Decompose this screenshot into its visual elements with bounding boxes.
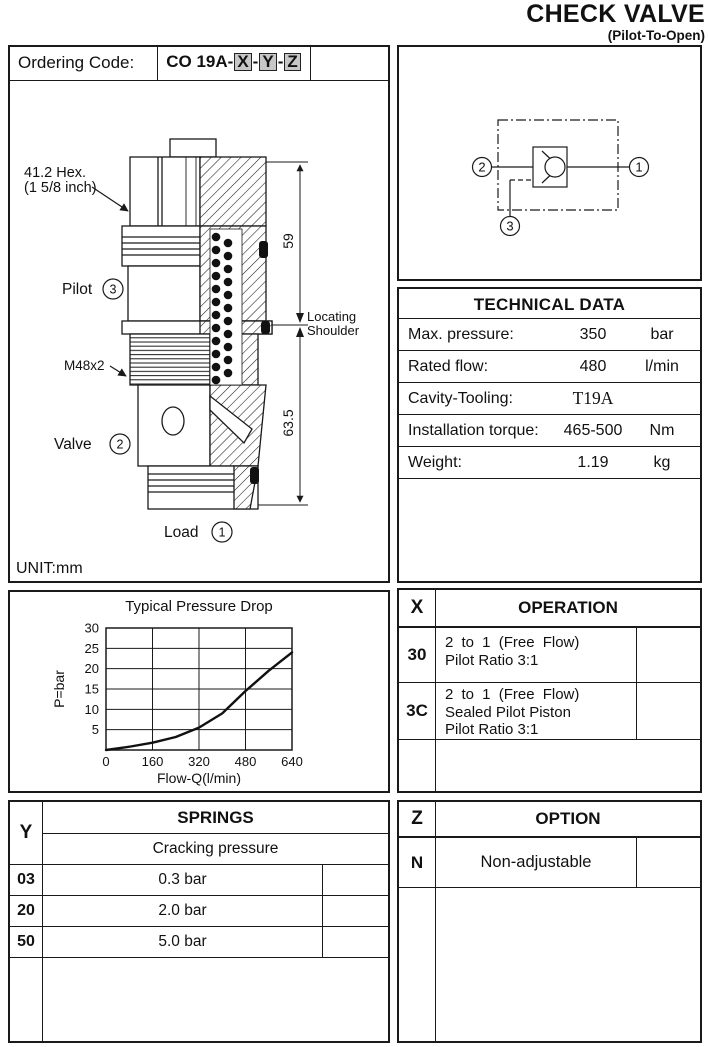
operation-code: 3C bbox=[399, 683, 436, 739]
spring-value: 2.0 bar bbox=[158, 902, 207, 919]
empty-row bbox=[10, 958, 388, 1041]
tech-value: T19A bbox=[572, 388, 614, 408]
code-prefix: CO 19A- bbox=[166, 52, 234, 71]
pressure-drop-chart-panel bbox=[8, 590, 390, 793]
code-z: Z bbox=[284, 53, 300, 71]
option-header bbox=[399, 802, 700, 838]
empty-cell bbox=[322, 927, 388, 957]
code-sep: - bbox=[252, 52, 259, 71]
table-row bbox=[399, 628, 700, 683]
ordering-code-row bbox=[10, 47, 388, 81]
y-tick-label: 30 bbox=[84, 620, 99, 636]
valve-cross-section-drawing bbox=[10, 81, 388, 581]
empty-cell bbox=[636, 838, 700, 887]
spring-code: 20 bbox=[10, 896, 43, 926]
table-row bbox=[10, 896, 388, 927]
empty-cell bbox=[636, 683, 700, 739]
option-table bbox=[397, 800, 702, 1043]
port-2-number: 2 bbox=[478, 159, 486, 175]
check-ball bbox=[545, 157, 565, 177]
pilot-label: Pilot bbox=[62, 281, 93, 298]
tech-value: 480 bbox=[579, 357, 607, 375]
tech-label: Max. pressure: bbox=[408, 325, 514, 343]
table-row bbox=[399, 351, 700, 383]
empty-cell bbox=[322, 865, 388, 895]
collar bbox=[122, 226, 200, 266]
operation-col-letter: X bbox=[399, 590, 436, 626]
hex-head-outline bbox=[130, 157, 200, 226]
y-tick-label: 25 bbox=[84, 640, 99, 656]
operation-description: 2 to 1 (Free Flow) Pilot Ratio 3:1 bbox=[445, 634, 580, 669]
x-axis-label: Flow-Q(l/min) bbox=[157, 770, 241, 786]
operation-title: OPERATION bbox=[518, 598, 618, 617]
ordering-code-value bbox=[157, 47, 311, 80]
schematic-panel bbox=[397, 45, 702, 281]
tech-value: 465-500 bbox=[563, 421, 623, 439]
spring-value: 5.0 bar bbox=[158, 933, 207, 950]
tech-label: Cavity-Tooling: bbox=[408, 389, 513, 407]
x-tick-label: 480 bbox=[234, 754, 257, 769]
hex-head-section bbox=[200, 157, 266, 226]
y-tick-label: 15 bbox=[84, 681, 99, 697]
table-row bbox=[399, 319, 700, 351]
pilot-port-number: 3 bbox=[109, 282, 117, 297]
empty-row bbox=[399, 888, 700, 1041]
spring-value: 0.3 bar bbox=[158, 871, 207, 888]
tech-unit: l/min bbox=[645, 357, 679, 375]
valve-stem bbox=[170, 139, 216, 157]
shoulder-arrow-up bbox=[296, 327, 304, 337]
ordering-row-spacer bbox=[311, 47, 388, 80]
operation-code: 30 bbox=[399, 628, 436, 682]
page-subtitle: (Pilot-To-Open) bbox=[607, 27, 705, 43]
x-tick-label: 320 bbox=[188, 754, 210, 769]
y-tick-label: 20 bbox=[84, 661, 99, 677]
thread-section bbox=[130, 334, 210, 385]
option-col-letter: Z bbox=[399, 802, 436, 836]
port-3-number: 3 bbox=[506, 218, 514, 234]
dim-59-label: 59 bbox=[280, 233, 296, 249]
tech-value: 1.19 bbox=[577, 453, 609, 471]
code-sep: - bbox=[277, 52, 284, 71]
pressure-drop-chart bbox=[10, 592, 388, 791]
code-x: X bbox=[234, 53, 251, 71]
y-tick-label: 5 bbox=[91, 722, 99, 738]
ordering-code-label: Ordering Code: bbox=[18, 53, 135, 72]
option-value: Non-adjustable bbox=[480, 853, 592, 871]
operation-header bbox=[399, 590, 700, 628]
code-y: Y bbox=[259, 53, 276, 71]
y-axis-label: P=bar bbox=[51, 670, 67, 708]
x-tick-label: 640 bbox=[281, 754, 303, 769]
table-row bbox=[399, 415, 700, 447]
shoulder-label-line1: Locating bbox=[307, 309, 357, 324]
tech-unit: kg bbox=[653, 453, 671, 471]
technical-data-panel bbox=[397, 287, 702, 583]
tech-label: Rated flow: bbox=[408, 357, 489, 375]
springs-col-letter: Y bbox=[10, 802, 43, 864]
table-row bbox=[10, 865, 388, 896]
table-row bbox=[399, 447, 700, 479]
load-label: Load bbox=[164, 524, 199, 541]
unit-label: UNIT:mm bbox=[16, 560, 83, 577]
tech-value: 350 bbox=[579, 325, 607, 343]
load-port-number: 1 bbox=[218, 525, 226, 540]
shoulder-label-line2: Shoulder bbox=[307, 323, 360, 338]
operation-table bbox=[397, 588, 702, 793]
pilot-neck bbox=[128, 266, 200, 321]
springs-table bbox=[8, 800, 390, 1043]
empty-cell bbox=[322, 896, 388, 926]
valve-label: Valve bbox=[54, 436, 92, 453]
tech-unit: Nm bbox=[649, 421, 675, 439]
hydraulic-symbol bbox=[399, 47, 700, 279]
table-row bbox=[399, 383, 700, 415]
x-tick-label: 0 bbox=[102, 754, 110, 769]
spring-code: 03 bbox=[10, 865, 43, 895]
table-row bbox=[399, 838, 700, 888]
hex-label-line1: 41.2 Hex. bbox=[24, 165, 87, 181]
tech-unit: bar bbox=[650, 325, 674, 343]
tech-label: Installation torque: bbox=[408, 421, 539, 439]
empty-row bbox=[399, 740, 700, 791]
springs-header bbox=[10, 802, 388, 865]
table-row bbox=[10, 927, 388, 958]
thread-leader-arrow bbox=[110, 366, 126, 376]
hex-label-line2: (1 5/8 inch) bbox=[24, 180, 97, 196]
title-block bbox=[526, 1, 705, 43]
technical-data-title: TECHNICAL DATA bbox=[399, 289, 700, 319]
empty-cell bbox=[636, 628, 700, 682]
y-tick-label: 10 bbox=[84, 701, 99, 717]
hex-leader-arrow bbox=[92, 187, 128, 211]
spring-code: 50 bbox=[10, 927, 43, 957]
option-code: N bbox=[399, 838, 436, 887]
option-title: OPTION bbox=[535, 809, 601, 828]
springs-title: SPRINGS bbox=[43, 802, 388, 834]
chart-title: Typical Pressure Drop bbox=[125, 598, 273, 615]
operation-description: 2 to 1 (Free Flow) Sealed Pilot Piston Pilot Ratio 3:1 bbox=[445, 686, 580, 738]
valve-port-number: 2 bbox=[116, 437, 124, 452]
body-port-hole bbox=[162, 407, 184, 435]
x-tick-label: 160 bbox=[141, 754, 164, 769]
dim-63-5-label: 63.5 bbox=[280, 409, 296, 437]
shoulder-arrow-down bbox=[296, 313, 304, 323]
springs-subtitle: Cracking pressure bbox=[152, 840, 279, 857]
table-row bbox=[399, 683, 700, 740]
thread-label: M48x2 bbox=[64, 358, 105, 373]
port-1-number: 1 bbox=[635, 159, 643, 175]
page-title: CHECK VALVE bbox=[526, 0, 705, 28]
drawing-panel bbox=[8, 45, 390, 583]
tech-label: Weight: bbox=[408, 453, 462, 471]
